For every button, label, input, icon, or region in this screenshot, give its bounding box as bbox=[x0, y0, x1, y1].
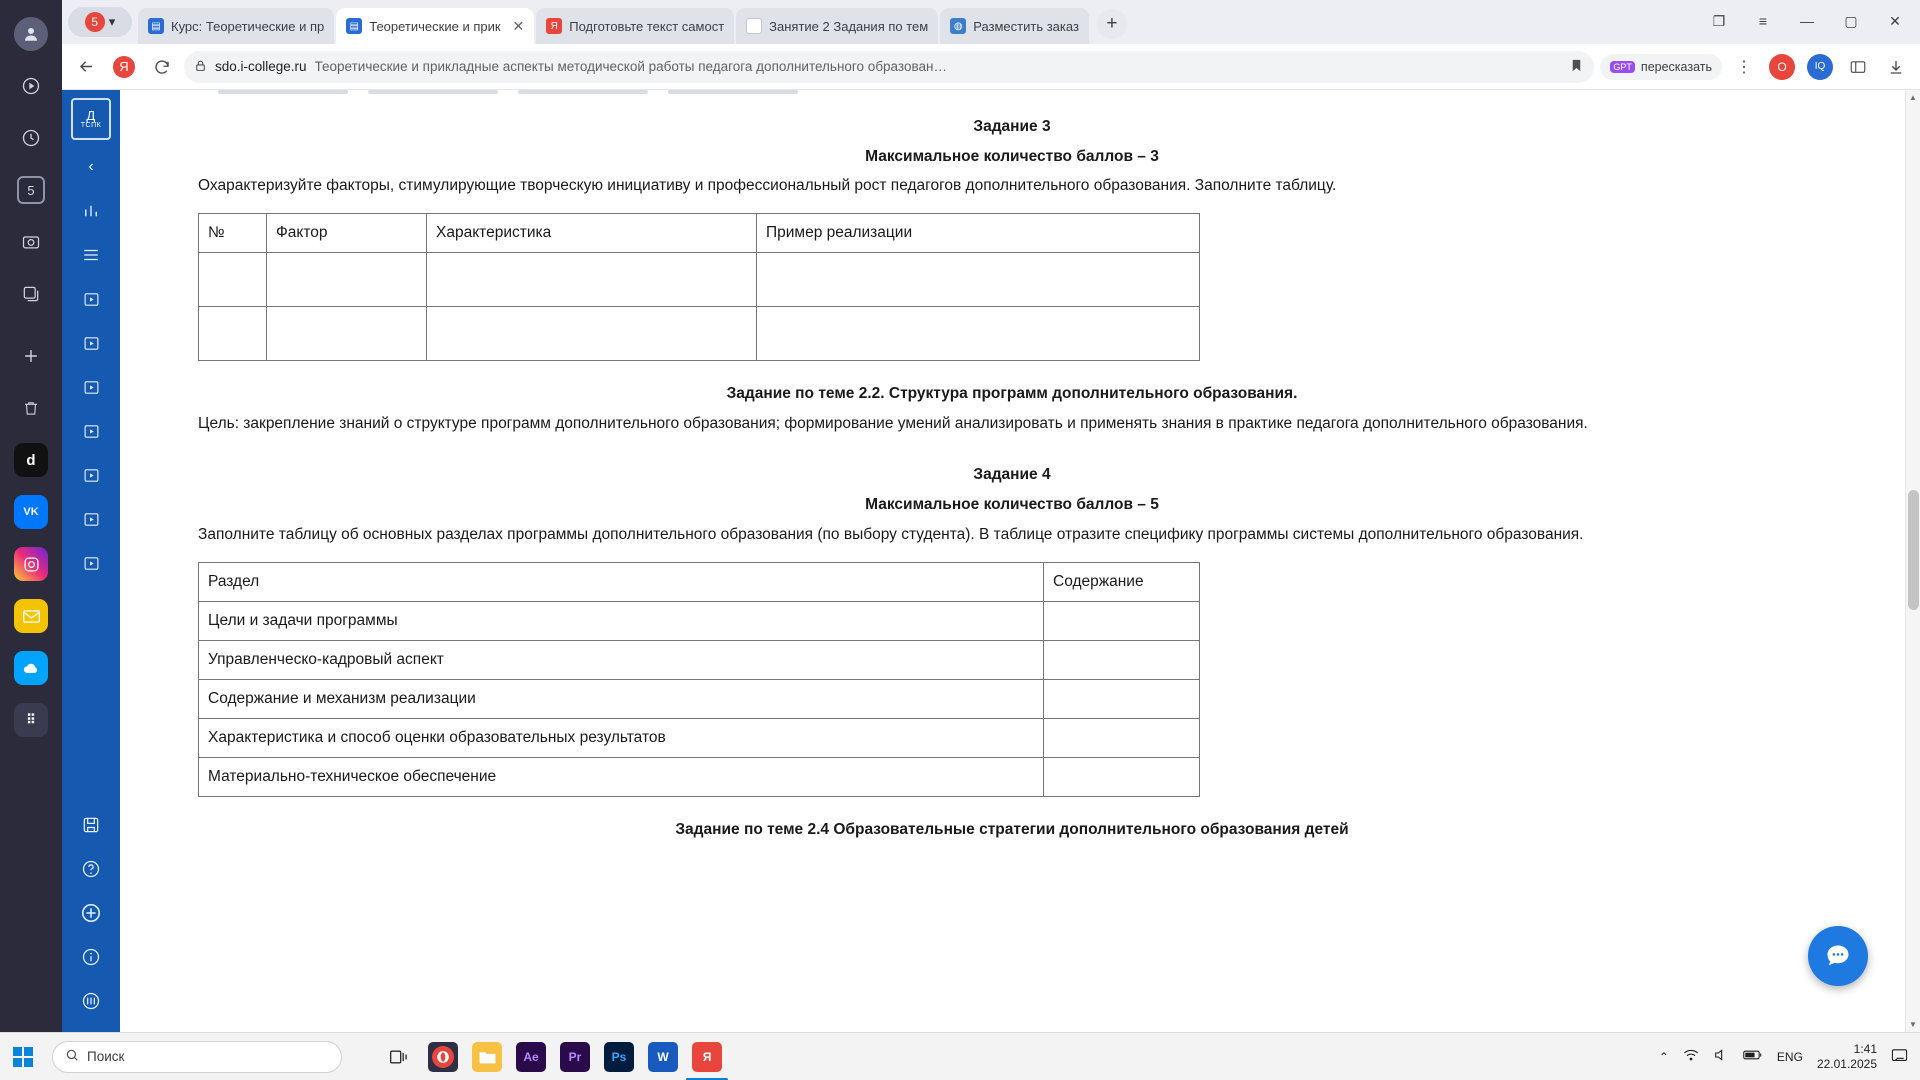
module-icon-5[interactable] bbox=[71, 458, 111, 492]
topic24-heading: Задание по теме 2.4 Образовательные стратегии дополнительного образования детей bbox=[675, 820, 1349, 838]
web-page bbox=[62, 90, 1920, 1032]
list-icon[interactable] bbox=[71, 238, 111, 272]
logo-text: ТСПК bbox=[80, 122, 102, 129]
table-row bbox=[199, 601, 1200, 640]
blue-page-icon: ▤ bbox=[148, 18, 164, 34]
table-cell: Управленческо-кадровый аспект bbox=[199, 640, 1044, 679]
clock-time: 1:41 bbox=[1853, 1041, 1877, 1056]
tab-label: Занятие 2 Задания по тем bbox=[769, 18, 929, 34]
table-header-cell: Пример реализации bbox=[757, 214, 1200, 253]
vk-icon[interactable] bbox=[11, 492, 51, 532]
help-icon[interactable] bbox=[71, 852, 111, 886]
globe-icon: ◍ bbox=[950, 18, 966, 34]
task4-intro: Заполните таблицу об основных разделах программы дополнительного образования (по выбору студента). В таблице отразите специфику программы системы дополнительного образования. bbox=[198, 525, 1584, 543]
tiktok-glyph: d bbox=[14, 443, 48, 477]
module-icon-7[interactable] bbox=[71, 546, 111, 580]
reload-button[interactable] bbox=[146, 51, 178, 83]
opera-glyph: O bbox=[1769, 54, 1795, 80]
new-tab-button[interactable]: + bbox=[1097, 9, 1127, 39]
vk-glyph: VK bbox=[14, 495, 48, 529]
profile-avatar[interactable] bbox=[1804, 51, 1836, 83]
table-cell bbox=[427, 253, 757, 307]
browser-toolbar bbox=[62, 44, 1920, 90]
table-cell bbox=[267, 253, 427, 307]
tab-1[interactable] bbox=[336, 8, 534, 44]
tab-3[interactable] bbox=[736, 8, 938, 44]
table-cell: Характеристика и способ оценки образовательных результатов bbox=[199, 718, 1044, 757]
volume-icon[interactable] bbox=[1713, 1048, 1729, 1065]
yandex-browser-icon[interactable]: Я bbox=[692, 1042, 722, 1072]
table-header-cell: Фактор bbox=[267, 214, 427, 253]
info-icon[interactable] bbox=[71, 940, 111, 974]
user-avatar[interactable] bbox=[11, 14, 51, 54]
module-icon-4[interactable] bbox=[71, 414, 111, 448]
tiktok-icon[interactable] bbox=[11, 440, 51, 480]
cloud-icon[interactable] bbox=[11, 648, 51, 688]
retell-button[interactable] bbox=[1600, 54, 1722, 80]
close-button[interactable]: ✕ bbox=[1889, 12, 1901, 29]
table-cell bbox=[267, 307, 427, 361]
task-view-icon[interactable] bbox=[384, 1042, 414, 1072]
avatar bbox=[14, 17, 48, 51]
windows-taskbar bbox=[0, 1032, 1920, 1080]
task3-heading: Задание 3 bbox=[973, 118, 1051, 135]
library-icon[interactable] bbox=[71, 984, 111, 1018]
url-host: sdo.i-college.ru bbox=[215, 59, 307, 74]
page-content bbox=[120, 90, 1920, 1032]
table-row bbox=[199, 757, 1200, 796]
collections-icon[interactable] bbox=[1842, 51, 1874, 83]
wifi-icon[interactable] bbox=[1683, 1048, 1699, 1065]
table-header-row bbox=[199, 562, 1200, 601]
apps-grid-icon[interactable] bbox=[11, 700, 51, 740]
table-header-row bbox=[199, 214, 1200, 253]
system-tray bbox=[1659, 1042, 1920, 1072]
collapse-icon[interactable]: ‹ bbox=[88, 158, 94, 175]
tab-label: Подготовьте текст самост bbox=[569, 18, 725, 34]
tab-strip-remnant-2[interactable] bbox=[368, 90, 498, 94]
task3-table bbox=[198, 213, 1200, 361]
search-input[interactable] bbox=[52, 1041, 342, 1073]
yandex-glyph: Я bbox=[113, 56, 135, 78]
word-icon[interactable]: W bbox=[648, 1042, 678, 1072]
table-row bbox=[199, 718, 1200, 757]
chevron-down-icon: ▾ bbox=[108, 14, 116, 29]
tab-count-value: 5 bbox=[17, 176, 45, 204]
tab-strip-remnant-3[interactable] bbox=[518, 90, 648, 94]
table-row bbox=[199, 253, 1200, 307]
module-icon-3[interactable] bbox=[71, 370, 111, 404]
stats-icon[interactable] bbox=[71, 194, 111, 228]
browser-side-rail bbox=[0, 0, 62, 1032]
table-cell bbox=[199, 307, 267, 361]
document-icon: ▤ bbox=[746, 18, 762, 34]
battery-icon[interactable] bbox=[1743, 1049, 1763, 1064]
module-icon-2[interactable] bbox=[71, 326, 111, 360]
table-cell bbox=[1044, 718, 1200, 757]
add-icon[interactable] bbox=[71, 896, 111, 930]
search-icon bbox=[65, 1048, 79, 1065]
tab-label: Курс: Теоретические и пр bbox=[171, 18, 325, 34]
bookmark-icon[interactable] bbox=[1569, 58, 1584, 76]
minimize-button[interactable]: — bbox=[1800, 13, 1814, 29]
tab-4[interactable] bbox=[940, 8, 1089, 44]
table-cell: Материально-техническое обеспечение bbox=[199, 757, 1044, 796]
profile-glyph: IQ bbox=[1807, 54, 1833, 80]
topic22-goal: Цель: закрепление знаний о структуре программ дополнительного образования; формирование умений анализировать и применять знания в практике педагога дополнительного образования. bbox=[198, 414, 1588, 432]
tab-strip-remnant-1[interactable] bbox=[218, 90, 348, 94]
tab-counter[interactable] bbox=[68, 7, 132, 37]
back-button[interactable] bbox=[70, 51, 102, 83]
opera-icon[interactable] bbox=[428, 1042, 458, 1072]
tab-strip-remnant-4[interactable] bbox=[668, 90, 798, 94]
notification-icon[interactable] bbox=[1891, 1048, 1908, 1066]
gpt-badge: GPT bbox=[1610, 61, 1635, 73]
windows-logo-icon bbox=[13, 1047, 33, 1067]
download-icon[interactable] bbox=[1880, 51, 1912, 83]
more-menu-icon[interactable]: ⋮ bbox=[1736, 58, 1752, 76]
maximize-button[interactable]: ▢ bbox=[1844, 12, 1858, 29]
camera-icon[interactable] bbox=[11, 222, 51, 262]
start-button[interactable] bbox=[0, 1033, 46, 1080]
file-explorer-icon[interactable] bbox=[472, 1042, 502, 1072]
task3-subheading: Максимальное количество баллов – 3 bbox=[865, 147, 1159, 165]
tab-label: Разместить заказ bbox=[973, 18, 1079, 34]
table-cell: Цели и задачи программы bbox=[199, 601, 1044, 640]
table-cell bbox=[199, 253, 267, 307]
yandex-icon: Я bbox=[546, 18, 562, 34]
trash-icon[interactable] bbox=[11, 388, 51, 428]
taskbar-apps bbox=[384, 1042, 722, 1072]
table-cell bbox=[757, 307, 1200, 361]
course-document bbox=[120, 90, 1904, 1032]
table-row bbox=[199, 307, 1200, 361]
module-icon-6[interactable] bbox=[71, 502, 111, 536]
play-icon[interactable] bbox=[11, 66, 51, 106]
task4-table bbox=[198, 562, 1200, 797]
task4-heading: Задание 4 bbox=[973, 466, 1051, 484]
table-cell bbox=[1044, 601, 1200, 640]
table-header-cell: № bbox=[199, 214, 267, 253]
scroll-up-arrow[interactable]: ▲ bbox=[1909, 93, 1917, 102]
clock[interactable] bbox=[1817, 1042, 1877, 1072]
table-cell bbox=[1044, 640, 1200, 679]
table-header-cell: Характеристика bbox=[427, 214, 757, 253]
browser-window bbox=[62, 0, 1920, 1032]
tab-strip bbox=[62, 0, 1920, 44]
search-placeholder: Поиск bbox=[87, 1049, 125, 1064]
cloud-glyph bbox=[14, 651, 48, 685]
table-header-cell: Раздел bbox=[199, 562, 1044, 601]
module-icon-1[interactable] bbox=[71, 282, 111, 316]
tab-2[interactable] bbox=[536, 8, 734, 44]
instagram-icon[interactable] bbox=[11, 544, 51, 584]
close-icon[interactable]: ✕ bbox=[512, 18, 525, 34]
tray-chevron-icon[interactable]: ⌃ bbox=[1658, 1049, 1669, 1064]
table-cell bbox=[1044, 757, 1200, 796]
logo-mark: Д bbox=[86, 108, 96, 123]
page-title-in-omnibox: Теоретические и прикладные аспекты методической работы педагога дополнительного образован… bbox=[314, 59, 947, 74]
table-row bbox=[199, 640, 1200, 679]
save-icon[interactable] bbox=[71, 808, 111, 842]
mail-glyph bbox=[14, 599, 48, 633]
tab-0[interactable] bbox=[138, 8, 334, 44]
opera-icon[interactable] bbox=[1766, 51, 1798, 83]
mail-icon[interactable] bbox=[11, 596, 51, 636]
clock-date: 22.01.2025 bbox=[1816, 1056, 1877, 1071]
menu-icon[interactable]: ≡ bbox=[1758, 13, 1768, 29]
scroll-down-arrow[interactable]: ▼ bbox=[1909, 1020, 1917, 1029]
yandex-forward-icon[interactable] bbox=[108, 51, 140, 83]
address-bar[interactable] bbox=[184, 51, 1594, 83]
table-cell bbox=[427, 307, 757, 361]
table-header-cell: Содержание bbox=[1044, 562, 1200, 601]
add-icon[interactable] bbox=[11, 336, 51, 376]
lms-sidebar bbox=[62, 90, 120, 1032]
table-row bbox=[199, 679, 1200, 718]
chat-bubble-icon[interactable] bbox=[1808, 926, 1868, 986]
restore-icon[interactable]: ❐ bbox=[1712, 12, 1726, 29]
retell-label: пересказать bbox=[1640, 59, 1712, 74]
task3-intro: Охарактеризуйте факторы, стимулирующие творческую инициативу и профессиональный рост педагогов дополнительного образования. Заполните таблицу. bbox=[198, 177, 1337, 195]
tab-count-badge[interactable] bbox=[11, 170, 51, 210]
tab-label: Теоретические и прик bbox=[369, 18, 501, 34]
college-logo-icon[interactable] bbox=[71, 98, 111, 140]
photoshop-icon[interactable]: Ps bbox=[604, 1042, 634, 1072]
table-cell bbox=[1044, 679, 1200, 718]
topic22-heading: Задание по теме 2.2. Структура программ дополнительного образования. bbox=[726, 385, 1298, 403]
instagram-glyph bbox=[14, 547, 48, 581]
scrollbar-thumb[interactable] bbox=[1908, 490, 1919, 610]
premiere-icon[interactable]: Pr bbox=[560, 1042, 590, 1072]
blue-page-icon: ▤ bbox=[346, 18, 362, 34]
table-cell: Содержание и механизм реализации bbox=[199, 679, 1044, 718]
clock-icon[interactable] bbox=[11, 118, 51, 158]
table-cell bbox=[757, 253, 1200, 307]
after-effects-icon[interactable]: Ae bbox=[516, 1042, 546, 1072]
window-controls bbox=[1698, 6, 1916, 36]
layers-icon[interactable] bbox=[11, 274, 51, 314]
grid-glyph: ⠿ bbox=[14, 703, 48, 737]
task4-subheading: Максимальное количество баллов – 5 bbox=[865, 496, 1159, 514]
language-indicator[interactable]: ENG bbox=[1776, 1049, 1803, 1064]
vertical-scrollbar[interactable] bbox=[1905, 90, 1920, 1032]
tab-counter-value: 5 bbox=[85, 12, 105, 32]
lock-icon bbox=[194, 59, 207, 75]
